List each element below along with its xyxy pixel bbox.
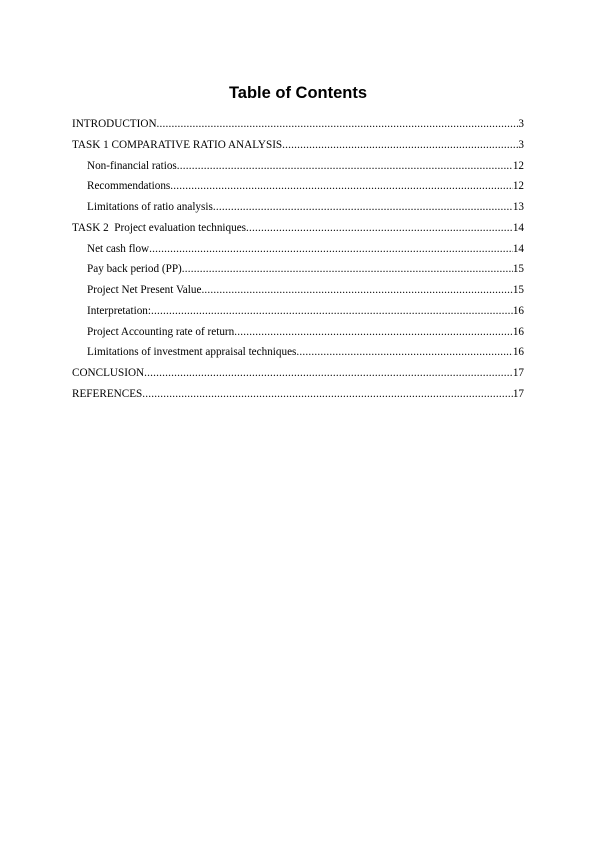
toc-entry-label: Project Accounting rate of return bbox=[87, 325, 235, 338]
toc-entry-label: TASK 2 Project evaluation techniques bbox=[72, 221, 247, 234]
toc-entry-introduction[interactable] bbox=[72, 117, 524, 138]
toc-page-number: 12 bbox=[512, 180, 524, 193]
toc-dot-leader bbox=[144, 366, 513, 380]
toc-entry-label: Limitations of investment appraisal techniques bbox=[87, 346, 297, 359]
toc-entry-pay-back-period[interactable] bbox=[72, 262, 524, 283]
toc-dot-leader bbox=[151, 304, 513, 318]
toc-entry-interpretation[interactable] bbox=[72, 304, 524, 325]
toc-dot-leader bbox=[157, 117, 519, 131]
toc-dot-leader bbox=[170, 179, 513, 193]
toc-entry-references[interactable] bbox=[72, 387, 524, 408]
toc-entry-label: Limitations of ratio analysis bbox=[87, 201, 213, 213]
toc-entry-limitations-of-investment-appraisal[interactable] bbox=[72, 345, 524, 366]
toc-page-number: 12 bbox=[512, 159, 524, 172]
toc-dot-leader bbox=[296, 345, 512, 359]
toc-entry-task-2[interactable] bbox=[72, 221, 524, 242]
toc-page-number: 15 bbox=[512, 284, 524, 296]
toc-entry-label: TASK 1 COMPARATIVE RATIO ANALYSIS bbox=[72, 138, 283, 151]
toc-page-number: 15 bbox=[512, 263, 524, 276]
toc-page-number: 17 bbox=[512, 367, 524, 379]
toc-dot-leader bbox=[142, 387, 513, 401]
toc-page-number: 17 bbox=[512, 387, 524, 400]
toc-dot-leader bbox=[149, 242, 513, 256]
toc-entry-limitations-of-ratio-analysis[interactable] bbox=[72, 200, 524, 221]
toc-title: Table of Contents bbox=[228, 84, 368, 102]
toc-dot-leader bbox=[201, 283, 512, 297]
toc-page-number: 3 bbox=[518, 118, 524, 130]
toc-dot-leader bbox=[213, 200, 513, 214]
toc-entry-recommendations[interactable] bbox=[72, 179, 524, 200]
toc-dot-leader bbox=[234, 325, 513, 339]
toc-dot-leader bbox=[282, 138, 518, 152]
toc-dot-leader bbox=[182, 262, 513, 276]
toc-entry-non-financial-ratios[interactable] bbox=[72, 159, 524, 180]
toc-dot-leader bbox=[246, 221, 513, 235]
toc-page-number: 3 bbox=[518, 138, 524, 151]
toc-entry-label: Project Net Present Value bbox=[87, 284, 202, 296]
toc-entry-label: INTRODUCTION bbox=[72, 118, 157, 130]
toc-page-number: 14 bbox=[512, 242, 524, 255]
toc-page-number: 16 bbox=[512, 304, 524, 317]
toc-entry-label: Pay back period (PP) bbox=[87, 263, 182, 276]
toc-entry-conclusion[interactable] bbox=[72, 366, 524, 387]
toc-entry-net-cash-flow[interactable] bbox=[72, 242, 524, 263]
toc-entry-label: Net cash flow bbox=[87, 242, 150, 255]
toc-entry-project-npv[interactable] bbox=[72, 283, 524, 304]
toc-list bbox=[72, 117, 524, 408]
toc-entry-project-arr[interactable] bbox=[72, 325, 524, 346]
toc-dot-leader bbox=[177, 159, 513, 173]
toc-page-number: 14 bbox=[512, 221, 524, 234]
toc-entry-label: REFERENCES bbox=[72, 387, 143, 400]
toc-entry-label: Recommendations bbox=[87, 180, 171, 193]
toc-page-number: 16 bbox=[512, 346, 524, 359]
toc-entry-label: Interpretation: bbox=[87, 304, 151, 317]
toc-entry-label: CONCLUSION bbox=[72, 367, 145, 379]
toc-page-number: 13 bbox=[512, 201, 524, 213]
toc-entry-task-1[interactable] bbox=[72, 138, 524, 159]
toc-entry-label: Non-financial ratios bbox=[87, 159, 177, 172]
toc-page-number: 16 bbox=[512, 325, 524, 338]
